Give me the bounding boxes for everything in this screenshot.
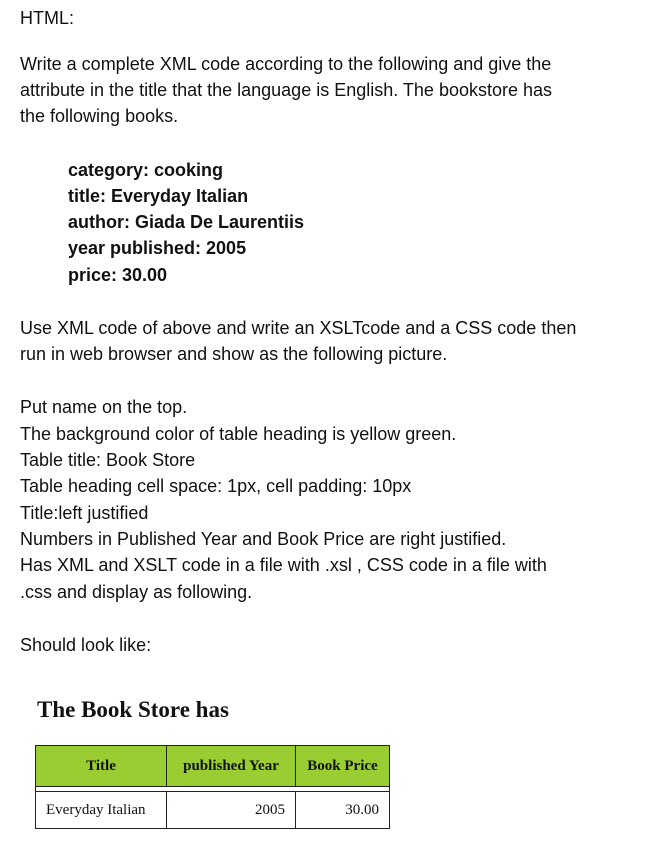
requirement-item: .css and display as following. — [20, 582, 253, 602]
requirement-item: Table title: Book Store — [20, 450, 196, 470]
cell-book-price: 30.00 — [296, 791, 389, 828]
requirement-item: Table heading cell space: 1px, cell padding: 10px — [20, 476, 412, 496]
table-header-row — [36, 746, 389, 787]
cell-title: Everyday Italian — [36, 791, 167, 828]
heading-html: HTML: — [20, 8, 74, 28]
book-store-table — [35, 745, 390, 829]
spec-price: price: 30.00 — [68, 265, 168, 285]
header-title: Title — [36, 746, 167, 787]
spec-author: author: Giada De Laurentiis — [68, 212, 305, 232]
spec-category: category: cooking — [68, 160, 224, 180]
cell-published-year: 2005 — [167, 791, 296, 828]
intro-line-2: attribute in the title that the language is English. The bookstore has — [20, 80, 553, 100]
instructions-line-1: Use XML code of above and write an XSLTcode and a CSS code then — [20, 318, 577, 338]
requirement-item: Has XML and XSLT code in a file with .xsl , CSS code in a file with — [20, 555, 547, 575]
table-row — [36, 791, 389, 828]
example-page-title: The Book Store has — [37, 697, 229, 722]
header-published-year: published Year — [167, 746, 296, 787]
header-book-price: Book Price — [296, 746, 389, 787]
requirement-item: Put name on the top. — [20, 397, 188, 417]
should-look-like-label: Should look like: — [20, 635, 152, 655]
requirement-item: The background color of table heading is yellow green. — [20, 424, 457, 444]
spec-year: year published: 2005 — [68, 238, 247, 258]
spec-title: title: Everyday Italian — [68, 186, 249, 206]
intro-line-1: Write a complete XML code according to the following and give the — [20, 54, 552, 74]
requirement-item: Numbers in Published Year and Book Price are right justified. — [20, 529, 507, 549]
instructions-line-2: run in web browser and show as the following picture. — [20, 344, 448, 364]
intro-line-3: the following books. — [20, 106, 179, 126]
requirement-item: Title:left justified — [20, 503, 149, 523]
